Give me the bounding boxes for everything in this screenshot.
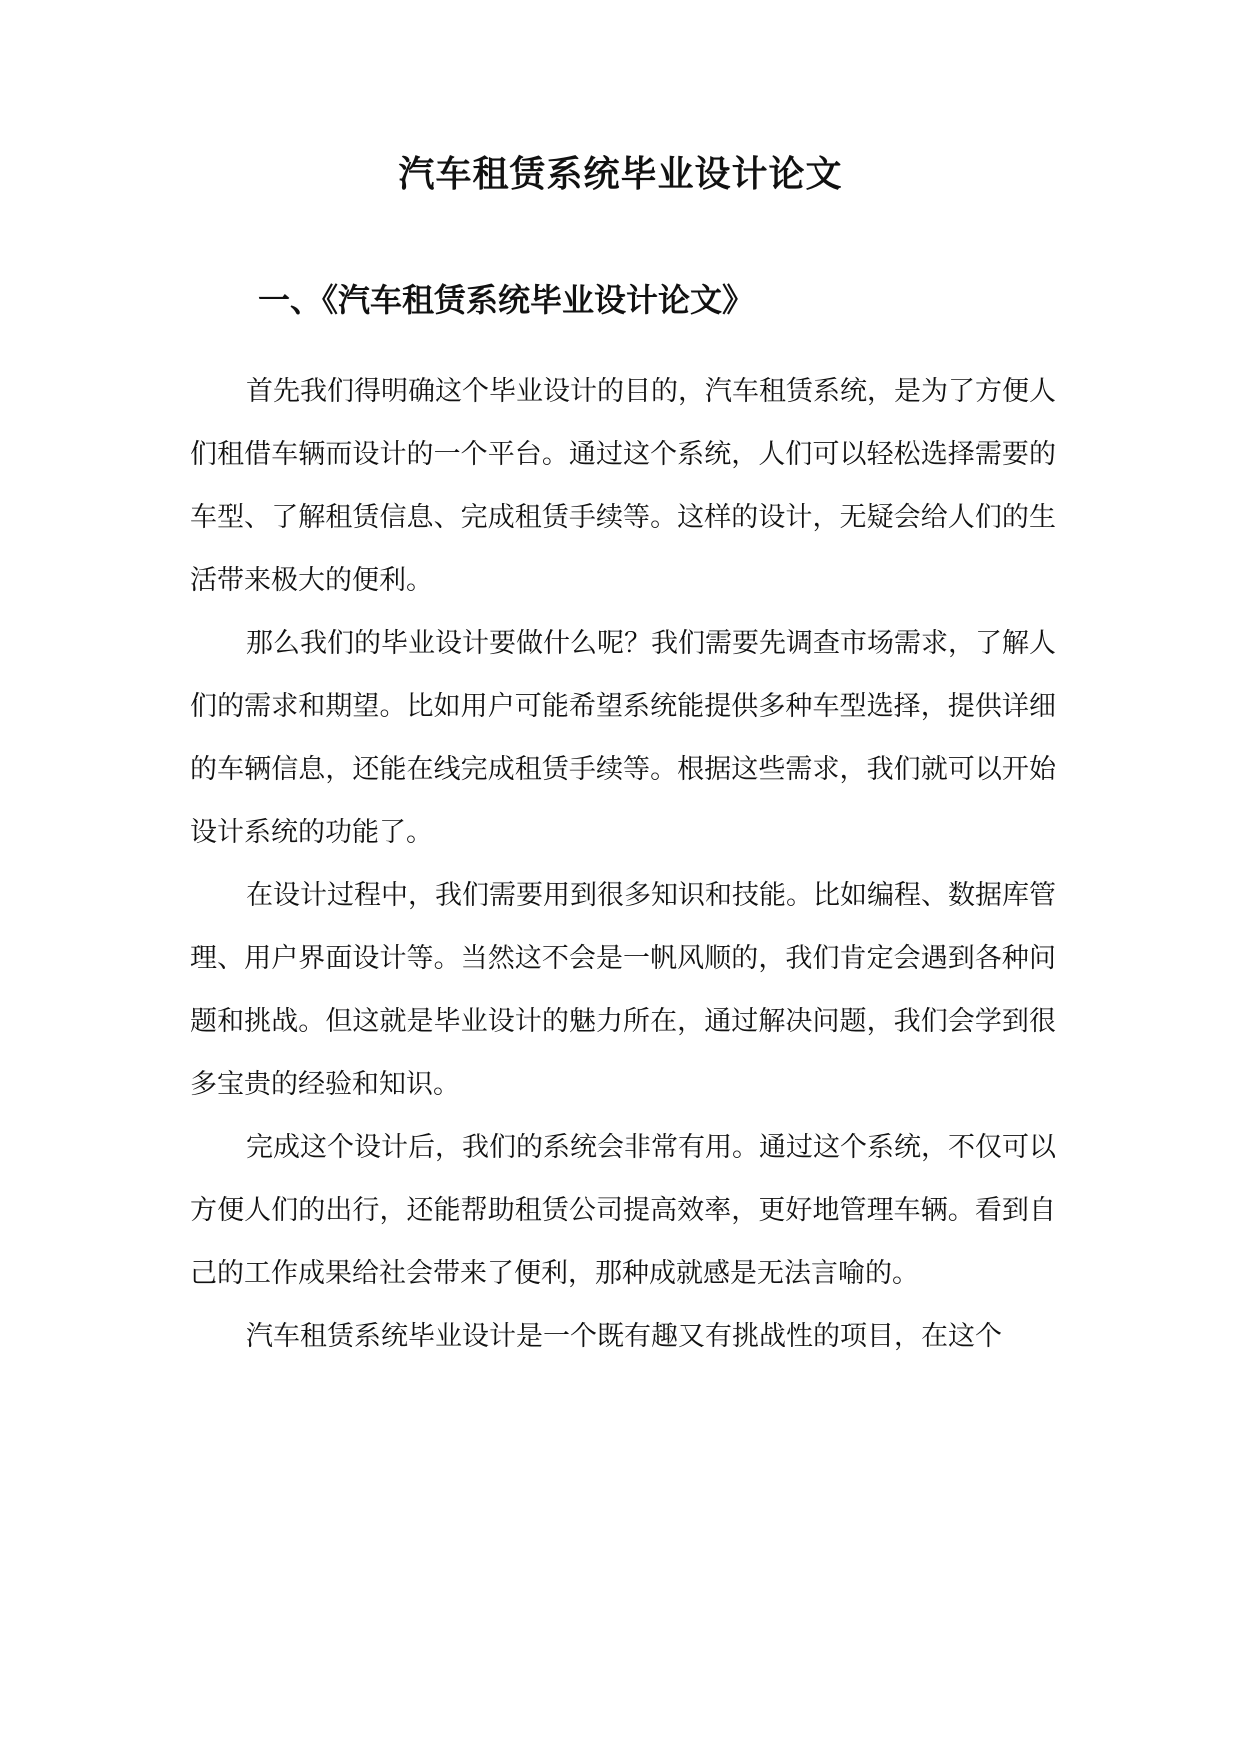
- paragraph: 完成这个设计后，我们的系统会非常有用。通过这个系统，不仅可以方便人们的出行，还能帮助租赁公司提高效率，更好地管理车辆。看到自己的工作成果给社会带来了便利，那种成就感是无法言喻的。: [190, 1132, 1056, 1289]
- body-text: [190, 360, 1056, 1368]
- paragraph: 在设计过程中，我们需要用到很多知识和技能。比如编程、数据库管理、用户界面设计等。当然这不会是一帆风顺的，我们肯定会遇到各种问题和挑战。但这就是毕业设计的魅力所在，通过解决问题，我们会学到很多宝贵的经验和知识。: [190, 880, 1056, 1100]
- section-heading: 一、《汽车租赁系统毕业设计论文》: [258, 281, 755, 319]
- document-title: 汽车租赁系统毕业设计论文: [398, 153, 843, 195]
- paragraph: 首先我们得明确这个毕业设计的目的，汽车租赁系统，是为了方便人们租借车辆而设计的一个平台。通过这个系统，人们可以轻松选择需要的车型、了解租赁信息、完成租赁手续等。这样的设计，无疑会给人们的生活带来极大的便利。: [190, 376, 1056, 596]
- paragraph: 汽车租赁系统毕业设计是一个既有趣又有挑战性的项目，在这个: [246, 1321, 1002, 1352]
- paragraph: 那么我们的毕业设计要做什么呢？我们需要先调查市场需求，了解人们的需求和期望。比如用户可能希望系统能提供多种车型选择，提供详细的车辆信息，还能在线完成租赁手续等。根据这些需求，我们就可以开始设计系统的功能了。: [190, 628, 1056, 848]
